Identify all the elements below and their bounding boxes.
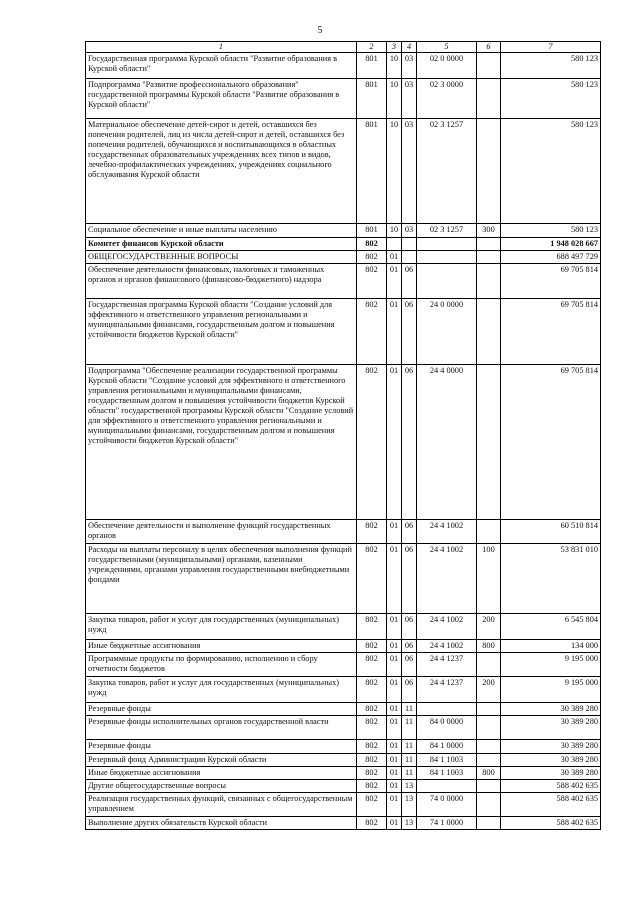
table-row	[86, 223, 601, 237]
row-subsection: 11	[402, 766, 417, 779]
row-subsection: 06	[402, 652, 417, 676]
table-row	[86, 78, 601, 118]
row-name: Комитет финансов Курской области	[86, 237, 357, 250]
row-admin-code: 802	[357, 766, 387, 779]
table-row	[86, 364, 601, 519]
row-admin-code: 802	[357, 263, 387, 298]
row-subsection: 06	[402, 676, 417, 702]
row-admin-code: 802	[357, 298, 387, 364]
row-subsection: 03	[402, 118, 417, 223]
row-subsection: 06	[402, 543, 417, 613]
row-section: 01	[387, 702, 402, 715]
row-amount: 69 705 814	[501, 263, 601, 298]
row-name: Иные бюджетные ассигнования	[86, 766, 357, 779]
row-amount: 580 123	[501, 223, 601, 237]
table-row	[86, 298, 601, 364]
row-expense-type: 200	[477, 613, 501, 639]
row-section: 01	[387, 263, 402, 298]
row-subsection: 03	[402, 223, 417, 237]
row-name: Государственная программа Курской области "Развитие образования в Курской области"	[86, 52, 357, 78]
column-header: 6	[477, 42, 501, 53]
row-admin-code: 802	[357, 715, 387, 739]
row-subsection: 03	[402, 52, 417, 78]
row-subsection: 06	[402, 364, 417, 519]
row-subsection: 06	[402, 298, 417, 364]
row-subsection: 13	[402, 779, 417, 792]
table-row	[86, 702, 601, 715]
row-target-code: 84 1 1003	[417, 766, 477, 779]
row-name: Подпрограмма "Обеспечение реализации государственной программы Курской области "Создание условий для эффективного и ответственного управления региональными и муниципальными финансами, государственным долгом и повышения устойчивости бюджетов Курской области" государственной программы Курской области "Создание условий для эффективного и ответственного управления региональными и муниципальными финансами, государственным долгом и повышения устойчивости бюджетов Курской области"	[86, 364, 357, 519]
table-row	[86, 816, 601, 829]
row-amount: 688 497 729	[501, 250, 601, 263]
row-admin-code: 802	[357, 613, 387, 639]
row-subsection: 06	[402, 519, 417, 543]
row-expense-type	[477, 519, 501, 543]
table-row	[86, 779, 601, 792]
row-section: 01	[387, 298, 402, 364]
table-row	[86, 652, 601, 676]
row-subsection: 11	[402, 739, 417, 753]
row-admin-code: 801	[357, 118, 387, 223]
row-admin-code: 801	[357, 52, 387, 78]
header-row	[86, 42, 601, 53]
row-amount: 588 402 635	[501, 816, 601, 829]
row-target-code: 02 3 1257	[417, 223, 477, 237]
row-target-code: 84 0 0000	[417, 715, 477, 739]
row-section: 01	[387, 792, 402, 816]
row-target-code	[417, 237, 477, 250]
row-name: Резервные фонды	[86, 702, 357, 715]
row-expense-type: 300	[477, 223, 501, 237]
row-expense-type	[477, 652, 501, 676]
row-name: Резервный фонд Администрации Курской области	[86, 753, 357, 766]
row-target-code	[417, 263, 477, 298]
row-admin-code: 801	[357, 223, 387, 237]
row-amount: 30 389 280	[501, 739, 601, 753]
row-name: Обеспечение деятельности финансовых, налоговых и таможенных органов и органов финансового (финансово-бюджетного) надзора	[86, 263, 357, 298]
row-subsection: 11	[402, 715, 417, 739]
row-target-code: 84 1 1003	[417, 753, 477, 766]
row-amount: 30 389 280	[501, 702, 601, 715]
row-section: 10	[387, 78, 402, 118]
row-expense-type	[477, 298, 501, 364]
row-target-code: 24 4 1002	[417, 519, 477, 543]
row-section: 01	[387, 779, 402, 792]
row-amount: 69 705 814	[501, 298, 601, 364]
table-row	[86, 739, 601, 753]
table-row	[86, 792, 601, 816]
row-target-code: 74 1 0000	[417, 816, 477, 829]
column-header: 2	[357, 42, 387, 53]
row-section: 01	[387, 739, 402, 753]
row-section: 01	[387, 652, 402, 676]
row-subsection: 06	[402, 613, 417, 639]
row-target-code: 02 0 0000	[417, 52, 477, 78]
column-header: 4	[402, 42, 417, 53]
table-row	[86, 543, 601, 613]
table-row	[86, 715, 601, 739]
row-amount: 134 000	[501, 639, 601, 652]
row-section: 01	[387, 519, 402, 543]
row-name: Материальное обеспечение детей-сирот и детей, оставшихся без попечения родителей, лиц из числа детей-сирот и детей, оставшихся без попечения родителей, обучающихся и воспитывающихся в областных государственных образовательных учреждениях всех типов и видов, лечебно-профилактических учреждениях, учреждениях социального обслуживания Курской области	[86, 118, 357, 223]
row-expense-type	[477, 753, 501, 766]
row-section: 10	[387, 118, 402, 223]
row-name: Закупка товаров, работ и услуг для государственных (муниципальных) нужд	[86, 676, 357, 702]
row-admin-code: 802	[357, 364, 387, 519]
row-expense-type	[477, 250, 501, 263]
row-amount: 1 948 028 667	[501, 237, 601, 250]
row-admin-code: 802	[357, 652, 387, 676]
row-amount: 9 195 000	[501, 676, 601, 702]
row-target-code: 74 0 0000	[417, 792, 477, 816]
row-admin-code: 802	[357, 639, 387, 652]
row-amount: 53 831 010	[501, 543, 601, 613]
row-name: Выполнение других обязательств Курской области	[86, 816, 357, 829]
row-name: Государственная программа Курской области "Создание условий для эффективного и ответственного управления региональными и муниципальными финансами, государственным долгом и повышения устойчивости бюджетов Курской области"	[86, 298, 357, 364]
row-name: Программные продукты по формированию, исполнению и сбору отчетности бюджетов	[86, 652, 357, 676]
row-amount: 9 195 000	[501, 652, 601, 676]
row-expense-type	[477, 237, 501, 250]
table-row	[86, 250, 601, 263]
row-name: Закупка товаров, работ и услуг для государственных (муниципальных) нужд	[86, 613, 357, 639]
row-section: 10	[387, 223, 402, 237]
row-subsection: 13	[402, 816, 417, 829]
row-section: 01	[387, 543, 402, 613]
row-target-code	[417, 250, 477, 263]
row-admin-code: 802	[357, 816, 387, 829]
row-section: 01	[387, 766, 402, 779]
row-name: Расходы на выплаты персоналу в целях обеспечения выполнения функций государственными (муниципальными) органами, казенными учреждениями, органами управления государственными внебюджетными фондами	[86, 543, 357, 613]
row-subsection: 11	[402, 702, 417, 715]
table-row	[86, 676, 601, 702]
row-section: 01	[387, 753, 402, 766]
row-name: Обеспечение деятельности и выполнение функций государственных органов	[86, 519, 357, 543]
table-row	[86, 613, 601, 639]
row-expense-type: 100	[477, 543, 501, 613]
row-expense-type: 800	[477, 639, 501, 652]
row-target-code: 24 4 1002	[417, 543, 477, 613]
row-target-code: 24 4 1237	[417, 676, 477, 702]
row-admin-code: 802	[357, 702, 387, 715]
row-name: Социальное обеспечение и иные выплаты населению	[86, 223, 357, 237]
row-name: Другие общегосударственные вопросы	[86, 779, 357, 792]
table-row	[86, 52, 601, 78]
row-name: Реализация государственных функций, связанных с общегосударственным управлением	[86, 792, 357, 816]
column-header: 7	[501, 42, 601, 53]
table-row	[86, 639, 601, 652]
row-expense-type	[477, 52, 501, 78]
row-section: 01	[387, 613, 402, 639]
row-admin-code: 802	[357, 753, 387, 766]
row-amount: 588 402 635	[501, 779, 601, 792]
row-amount: 6 545 804	[501, 613, 601, 639]
row-section: 01	[387, 676, 402, 702]
row-target-code: 02 3 1257	[417, 118, 477, 223]
row-name: Резервные фонды	[86, 739, 357, 753]
row-expense-type	[477, 715, 501, 739]
row-expense-type: 800	[477, 766, 501, 779]
row-admin-code: 802	[357, 237, 387, 250]
row-admin-code: 802	[357, 792, 387, 816]
row-target-code: 24 4 1002	[417, 613, 477, 639]
row-amount: 60 510 814	[501, 519, 601, 543]
row-section	[387, 237, 402, 250]
table-row	[86, 237, 601, 250]
column-header: 5	[417, 42, 477, 53]
row-subsection: 06	[402, 639, 417, 652]
row-target-code: 24 4 1237	[417, 652, 477, 676]
row-target-code: 84 1 0000	[417, 739, 477, 753]
row-expense-type	[477, 739, 501, 753]
row-target-code: 02 3 0000	[417, 78, 477, 118]
row-subsection: 11	[402, 753, 417, 766]
row-section: 01	[387, 250, 402, 263]
row-target-code: 24 0 0000	[417, 298, 477, 364]
table-row	[86, 118, 601, 223]
row-name: ОБЩЕГОСУДАРСТВЕННЫЕ ВОПРОСЫ	[86, 250, 357, 263]
row-target-code: 24 4 1002	[417, 639, 477, 652]
row-target-code	[417, 779, 477, 792]
row-section: 01	[387, 639, 402, 652]
table-row	[86, 753, 601, 766]
row-name: Иные бюджетные ассигнования	[86, 639, 357, 652]
row-expense-type	[477, 118, 501, 223]
row-expense-type	[477, 78, 501, 118]
row-amount: 30 389 280	[501, 715, 601, 739]
row-amount: 30 389 280	[501, 766, 601, 779]
row-amount: 588 402 635	[501, 792, 601, 816]
row-name: Подпрограмма "Развитие профессионального образования" государственной программы Курской области "Развитие образования в Курской области"	[86, 78, 357, 118]
row-admin-code: 801	[357, 78, 387, 118]
page-number: 5	[317, 25, 323, 36]
column-header: 3	[387, 42, 402, 53]
table-row	[86, 766, 601, 779]
table-row	[86, 519, 601, 543]
row-admin-code: 802	[357, 779, 387, 792]
row-section: 01	[387, 364, 402, 519]
row-amount: 580 123	[501, 118, 601, 223]
row-expense-type	[477, 779, 501, 792]
row-section: 10	[387, 52, 402, 78]
row-expense-type	[477, 792, 501, 816]
row-admin-code: 802	[357, 543, 387, 613]
row-name: Резервные фонды исполнительных органов государственной власти	[86, 715, 357, 739]
row-section: 01	[387, 715, 402, 739]
row-subsection	[402, 237, 417, 250]
row-amount: 69 705 814	[501, 364, 601, 519]
row-admin-code: 802	[357, 739, 387, 753]
row-target-code: 24 4 0000	[417, 364, 477, 519]
row-admin-code: 802	[357, 519, 387, 543]
row-subsection	[402, 250, 417, 263]
column-header: 1	[86, 42, 357, 53]
row-expense-type	[477, 702, 501, 715]
row-subsection: 13	[402, 792, 417, 816]
row-subsection: 06	[402, 263, 417, 298]
table-row	[86, 263, 601, 298]
row-subsection: 03	[402, 78, 417, 118]
row-admin-code: 802	[357, 250, 387, 263]
row-amount: 580 123	[501, 52, 601, 78]
row-expense-type	[477, 263, 501, 298]
row-admin-code: 802	[357, 676, 387, 702]
row-expense-type: 200	[477, 676, 501, 702]
row-expense-type	[477, 816, 501, 829]
row-section: 01	[387, 816, 402, 829]
row-expense-type	[477, 364, 501, 519]
row-amount: 30 389 280	[501, 753, 601, 766]
row-amount: 580 123	[501, 78, 601, 118]
budget-table	[85, 41, 601, 830]
row-target-code	[417, 702, 477, 715]
